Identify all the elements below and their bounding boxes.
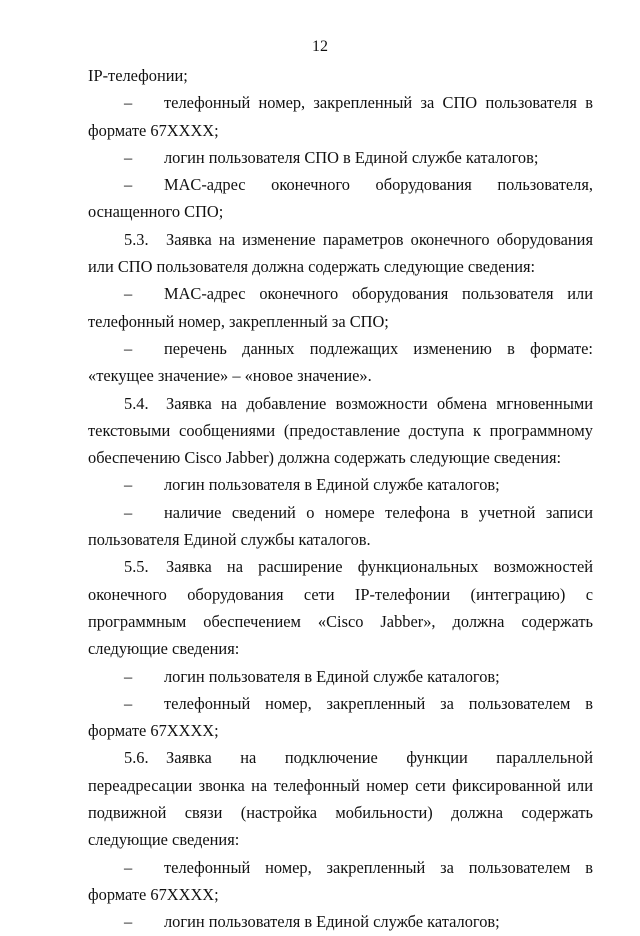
list-dash: – <box>124 175 133 195</box>
dash-list-item <box>88 690 593 745</box>
dash-list-item <box>88 499 593 554</box>
dash-list-item <box>88 854 593 909</box>
numbered-paragraph <box>88 226 593 281</box>
dash-list-item <box>88 908 593 935</box>
dash-list-item <box>88 171 593 226</box>
paragraph-number: 5.3. <box>124 229 149 249</box>
paragraph-text: логин пользователя СПО в Единой службе каталогов; <box>164 147 539 167</box>
paragraph-number: 5.5. <box>124 557 149 577</box>
paragraph-text: логин пользователя в Единой службе каталогов; <box>164 912 500 932</box>
dash-list-item <box>88 144 593 171</box>
paragraph-text: логин пользователя в Единой службе каталогов; <box>164 475 500 495</box>
paragraph-number: 5.4. <box>124 393 149 413</box>
paragraph-text: перечень данных подлежащих изменению в формате: «текущее значение» – «новое значение». <box>88 338 593 386</box>
paragraph-text: Заявка на добавление возможности обмена мгновенными текстовыми сообщениями (предоставление доступа к программному обеспечению Cisco Jabber) должна содержать следующие сведения: <box>88 393 593 468</box>
dash-list-item <box>88 663 593 690</box>
paragraph-text: наличие сведений о номере телефона в учетной записи пользователя Единой службы каталогов. <box>88 502 593 550</box>
dash-list-item <box>88 280 593 335</box>
list-dash: – <box>124 284 133 304</box>
paragraph-text: телефонный номер, закрепленный за СПО пользователя в формате 67ХХХХ; <box>88 93 593 140</box>
dash-list-item <box>88 471 593 498</box>
numbered-paragraph <box>88 744 593 853</box>
paragraph-text: IP-телефонии; <box>88 66 188 85</box>
continuation-paragraph <box>88 62 593 89</box>
paragraph-text: Заявка на изменение параметров оконечного оборудования или СПО пользователя должна содержать следующие сведения: <box>88 229 593 277</box>
dash-list-item <box>88 335 593 390</box>
list-dash: – <box>124 147 133 167</box>
paragraph-text: телефонный номер, закрепленный за пользователем в формате 67ХХХХ; <box>88 857 593 904</box>
paragraph-text: MAC-адрес оконечного оборудования пользователя или телефонный номер, закрепленный за СПО; <box>88 284 593 331</box>
list-dash: – <box>124 857 133 877</box>
paragraph-text: телефонный номер, закрепленный за пользователем в формате 67ХХХХ; <box>88 693 593 741</box>
page-number: 12 <box>312 38 328 55</box>
list-dash: – <box>124 693 133 713</box>
document-body <box>88 62 593 936</box>
numbered-paragraph <box>88 390 593 472</box>
paragraph-text: MAC-адрес оконечного оборудования пользователя, оснащенного СПО; <box>88 175 593 222</box>
paragraph-text: Заявка на подключение функции параллельной переадресации звонка на телефонный номер сети фиксированной или подвижной связи (настройка мобильности) должна содержать следующие сведения: <box>88 748 593 850</box>
paragraph-text: Заявка на расширение функциональных возможностей оконечного оборудования сети IP-телефонии (интеграцию) с программным обеспечением «Cisco Jabber», должна содержать следующие сведения: <box>88 557 593 659</box>
list-dash: – <box>124 475 133 495</box>
paragraph-text: логин пользователя в Единой службе каталогов; <box>164 666 500 686</box>
numbered-paragraph <box>88 553 593 662</box>
list-dash: – <box>124 912 133 932</box>
list-dash: – <box>124 502 133 522</box>
list-dash: – <box>124 338 133 358</box>
list-dash: – <box>124 93 133 113</box>
dash-list-item <box>88 89 593 144</box>
paragraph-number: 5.6. <box>124 748 149 768</box>
list-dash: – <box>124 666 133 686</box>
